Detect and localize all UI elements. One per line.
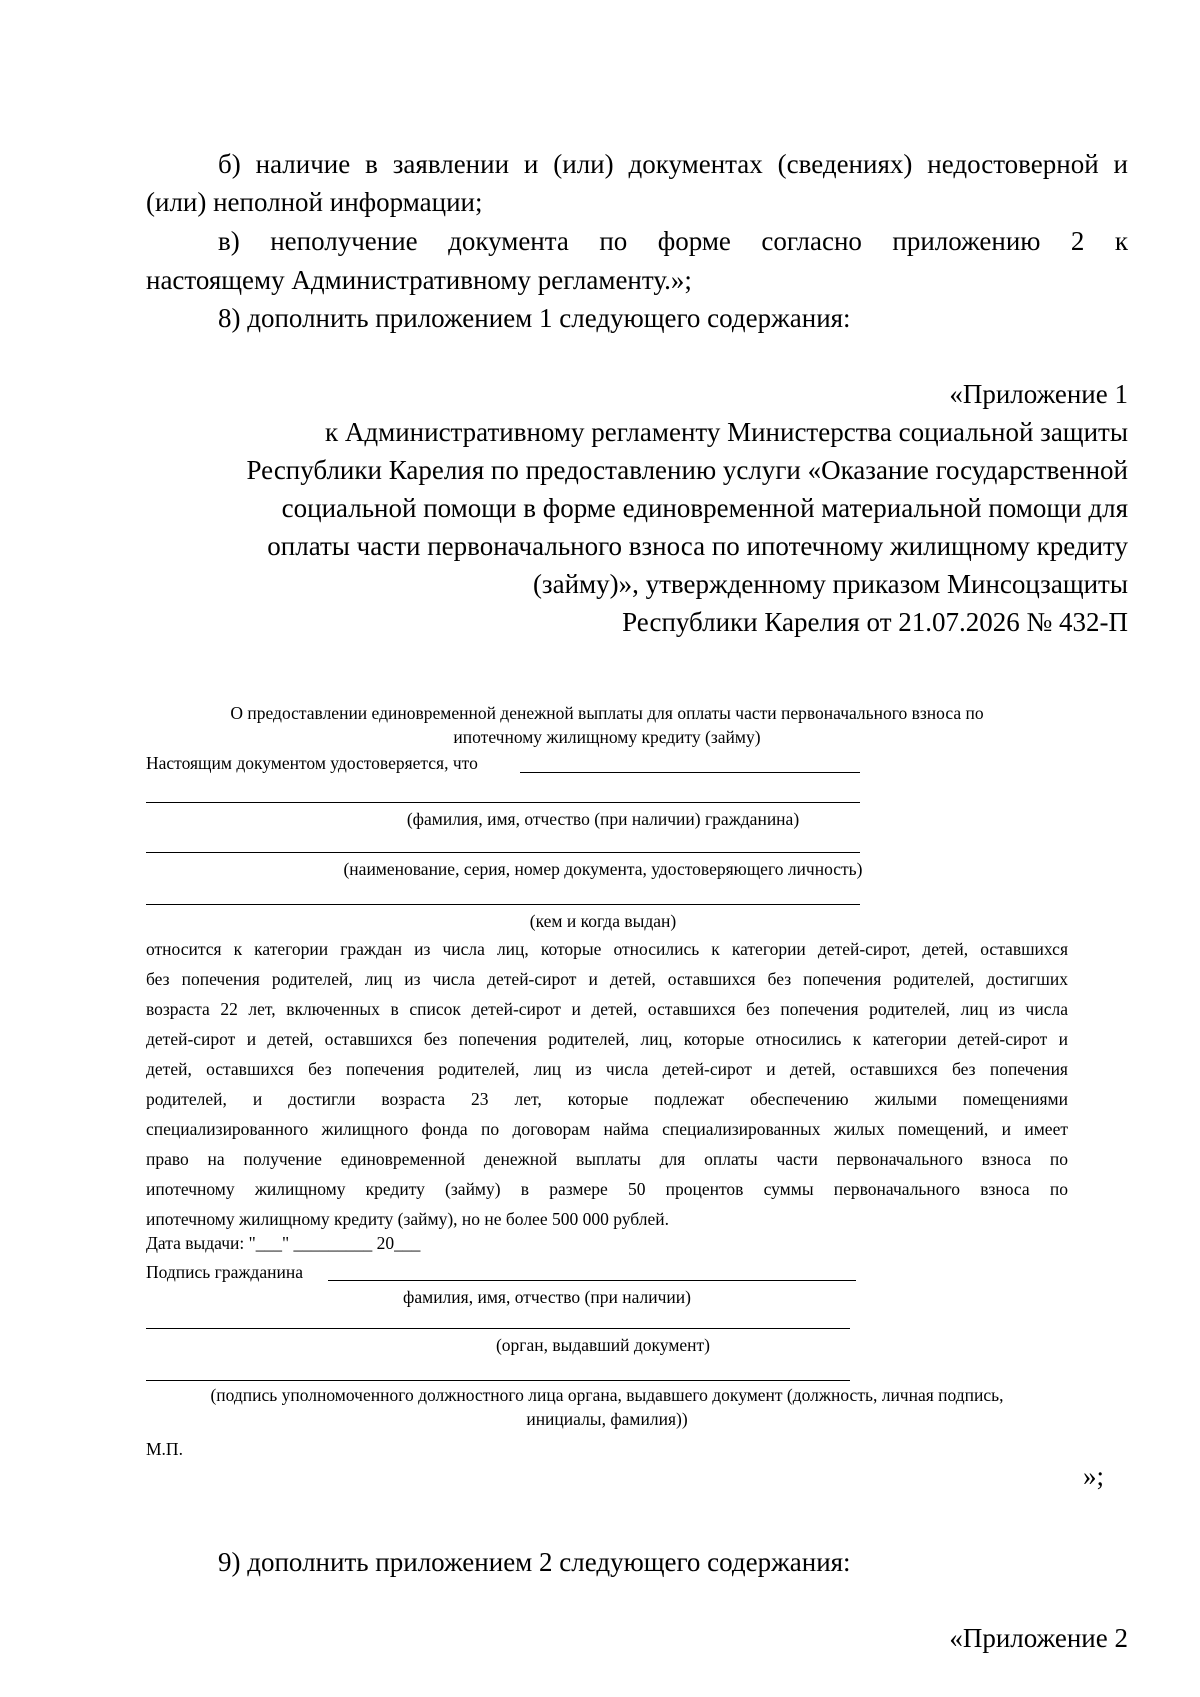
- appendix1-line: к Административному регламенту Министерства социальной защиты: [325, 417, 1128, 447]
- item-8: 8) дополнить приложением 1 следующего содержания:: [218, 303, 851, 333]
- item-b-line2: (или) неполной информации;: [146, 187, 483, 217]
- caption-sign-fio: фамилия, имя, отчество (при наличии): [403, 1287, 691, 1307]
- appendix1-line: Республики Карелия от 21.07.2026 № 432-П: [622, 607, 1128, 637]
- fill-line: [146, 1380, 850, 1381]
- appendix2-title: «Приложение 2: [949, 1623, 1128, 1653]
- form-body-line: детей-сирот и детей, оставшихся без попечения родителей, лиц, которые относились к категории детей-сирот и: [146, 1029, 1068, 1049]
- form-body-line: специализированного жилищного фонда по договорам найма специализированных жилых помещений, и имеет: [146, 1119, 1068, 1139]
- caption-official-line2: инициалы, фамилия)): [526, 1409, 688, 1429]
- appendix1-line: (займу)», утвержденному приказом Минсоцзащиты: [532, 569, 1128, 599]
- item-9: 9) дополнить приложением 2 следующего содержания:: [218, 1547, 851, 1577]
- fill-line: [520, 772, 860, 773]
- form-body-line: возраста 22 лет, включенных в список детей-сирот и детей, оставшихся без попечения родителей, лиц из числа: [146, 999, 1068, 1019]
- signature-label: Подпись гражданина: [146, 1262, 303, 1282]
- appendix1-title: «Приложение 1: [949, 379, 1128, 409]
- caption-official-line1: (подпись уполномоченного должностного лица органа, выдавшего документ (должность, личная подпись,: [210, 1385, 1004, 1405]
- fill-line: [146, 1328, 850, 1329]
- caption-fio: (фамилия, имя, отчество (при наличии) гражданина): [406, 809, 800, 829]
- caption-issued-by: (кем и когда выдан): [529, 911, 677, 931]
- caption-id-doc: (наименование, серия, номер документа, удостоверяющего личность): [343, 859, 863, 879]
- stamp-label: М.П.: [146, 1439, 183, 1459]
- certify-label: Настоящим документом удостоверяется, что: [146, 753, 478, 773]
- appendix1-line: оплаты части первоначального взноса по ипотечному жилищному кредиту: [267, 531, 1128, 561]
- form-body-line: ипотечному жилищному кредиту (займу), но не более 500 000 рублей.: [146, 1209, 669, 1229]
- item-v-line1: в) неполучение документа по форме согласно приложению 2 к: [218, 226, 1128, 256]
- form-body-line: право на получение единовременной денежной выплаты для оплаты части первоначального взноса по: [146, 1149, 1068, 1169]
- fill-line: [146, 802, 860, 803]
- form-body-line: ипотечному жилищному кредиту (займу) в размере 50 процентов суммы первоначального взноса по: [146, 1179, 1068, 1199]
- form-body-line: детей, оставшихся без попечения родителей, лиц из числа детей-сирот и детей, оставшихся без попечения: [146, 1059, 1068, 1079]
- form-body-line: родителей, и достигли возраста 23 лет, которые подлежат обеспечению жилыми помещениями: [146, 1089, 1068, 1109]
- appendix1-line: социальной помощи в форме единовременной материальной помощи для: [281, 493, 1128, 523]
- form-heading-line2: ипотечному жилищному кредиту (займу): [453, 727, 761, 747]
- item-v-line2: настоящему Административному регламенту.»;: [146, 265, 692, 295]
- fill-line: [146, 852, 860, 853]
- form-heading-line1: О предоставлении единовременной денежной выплаты для оплаты части первоначального взноса по: [230, 703, 984, 723]
- item-b-line1: б) наличие в заявлении и (или) документах (сведениях) недостоверной и: [218, 149, 1128, 179]
- caption-issuer: (орган, выдавший документ): [495, 1335, 711, 1355]
- issue-date: Дата выдачи: "___" _________ 20___: [146, 1233, 421, 1253]
- form-body-line: без попечения родителей, лиц из числа детей-сирот и детей, оставшихся без попечения родителей, достигших: [146, 969, 1068, 989]
- appendix1-line: Республики Карелия по предоставлению услуги «Оказание государственной: [246, 455, 1128, 485]
- fill-line: [146, 904, 860, 905]
- closing-quote: »;: [1082, 1461, 1104, 1491]
- form-body: [146, 934, 1068, 1234]
- fill-line: [328, 1280, 856, 1281]
- form-body-line: относится к категории граждан из числа лиц, которые относились к категории детей-сирот, детей, оставшихся: [146, 939, 1068, 959]
